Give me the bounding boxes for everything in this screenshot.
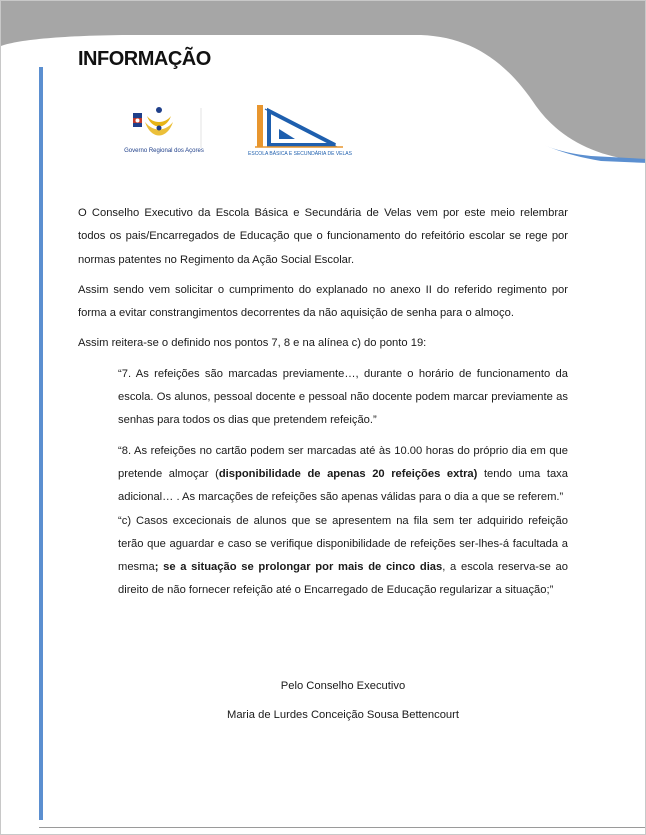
quote-c-text-b: , a escola reserva-se ao direito de não fornecer refeição até o Encarregado de Educação regularizar a situação;”: [118, 561, 568, 597]
left-accent-bar: [39, 67, 43, 820]
document-body: [78, 202, 568, 603]
bottom-rule: [39, 827, 646, 828]
paragraph-request: Assim sendo vem solicitar o cumprimento do explanado no anexo II do referido regimento por forma a evitar constrangimentos decorrentes da não aquisição de senha para o almoço.: [78, 283, 568, 320]
quote-8-text-b: tendo uma taxa adicional… . As marcações de refeições são apenas válidas para o dia a que se referem.”: [118, 467, 568, 504]
school-triangle-logo-icon: [239, 101, 359, 153]
paragraph-reiteration: Assim reitera-se o definido nos pontos 7, 8 e na alínea c) do ponto 19:: [78, 337, 427, 350]
signature-line-council: Pelo Conselho Executivo: [280, 680, 406, 692]
school-logo-caption: ESCOLA BÁSICA E SECUNDÁRIA DE VELAS: [248, 151, 352, 157]
quote-point-8: [118, 440, 568, 510]
quote-c-highlight: ; se a situação se prolongar por mais de cinco dias: [154, 561, 443, 574]
signature-line-name: Maria de Lurdes Conceição Sousa Bettencourt: [227, 709, 459, 721]
quote-point-19c: [118, 510, 568, 603]
quote-8-highlight: disponibilidade de apenas 20 refeições extra): [218, 467, 478, 480]
signature-block: [78, 672, 608, 730]
quote-8-text-a: “8. As refeições no cartão podem ser marcadas até às 10.00 horas do próprio dia em que pretende almoçar (: [118, 444, 568, 480]
government-logo-caption: Governo Regional dos Açores: [124, 148, 204, 154]
quote-point-7: “7. As refeições são marcadas previamente…, durante o horário de funcionamento da escola. Os alunos, pessoal docente e pessoal não docente podem marcar previamente as senhas para todos os dias que pretendem refeição.”: [118, 367, 568, 427]
quote-c-text-a: “c) Casos excecionais de alunos que se apresentem na fila sem ter adquirido refeição terão que aguardar e caso se verifique disponibilidade de refeições ser-lhes-á facultada a mesma: [118, 514, 568, 574]
paragraph-intro: O Conselho Executivo da Escola Básica e Secundária de Velas vem por este meio relembrar todos os pais/Encarregados de Educação que o funcionamento do refeitório escolar se rege por normas patentes no Regimento da Ação Social Escolar.: [78, 207, 568, 266]
document-title: INFORMAÇÃO: [78, 48, 211, 70]
